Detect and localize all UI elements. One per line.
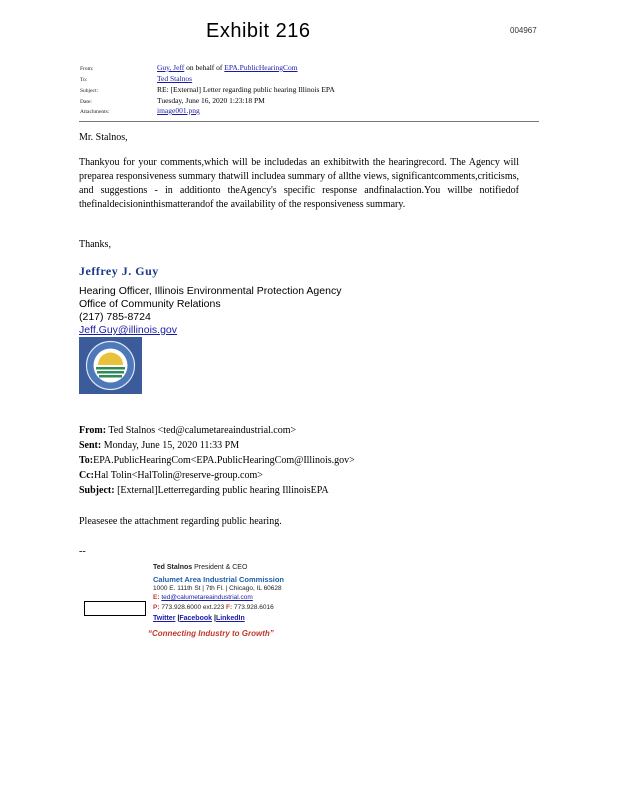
from-account-link[interactable]: EPA.PublicHearingCom	[224, 63, 298, 72]
sender-email-line	[153, 594, 253, 601]
attachments-label: Attachments:	[80, 109, 110, 115]
to-value-link[interactable]: Ted Stalnos	[157, 74, 193, 83]
signature-title: Hearing Officer, Illinois Environmental Protection Agency	[79, 285, 342, 297]
seal-icon	[79, 337, 142, 394]
date-label: Date:	[80, 99, 92, 105]
date-value: Tuesday, June 16, 2020 1:23:18 PM	[157, 96, 265, 105]
fwd-from-line	[79, 423, 296, 438]
facebook-link[interactable]: Facebook	[179, 615, 213, 622]
to-label: To:	[80, 77, 88, 83]
from-value	[157, 63, 298, 72]
sender-org: Calumet Area Industrial Commission	[153, 575, 285, 584]
sender-phone-label: P:	[153, 604, 162, 611]
sender-phone: 773.928.6000	[161, 604, 202, 611]
agency-seal-logo	[79, 337, 142, 394]
fwd-to-value: EPA.PublicHearingCom<EPA.PublicHearingCom@Illinois.gov>	[93, 455, 355, 466]
exhibit-label: Exhibit 216	[206, 20, 311, 42]
fwd-to-line	[79, 453, 355, 468]
sender-address: 1000 E. 111th St | 7th Fl. | Chicago, IL 60628	[153, 585, 282, 592]
fwd-sent-line	[79, 438, 239, 453]
fwd-sent-label: Sent:	[79, 440, 102, 451]
attachment-link[interactable]: image001.png	[157, 106, 200, 115]
signature-office: Office of Community Relations	[79, 298, 221, 310]
sender-role: President & CEO	[192, 564, 248, 571]
sender-fax-label: F:	[226, 604, 234, 611]
sender-social-links	[153, 615, 245, 622]
fwd-from-value: Ted Stalnos <ted@calumetareaindustrial.com>	[106, 425, 297, 436]
fwd-cc-label: Cc:	[79, 470, 94, 481]
signature-name: Jeffrey J. Guy	[79, 264, 159, 278]
logo-placeholder-box	[84, 601, 146, 616]
fwd-cc-line	[79, 468, 263, 483]
from-label: From:	[80, 66, 94, 72]
from-behalf-text: on behalf of	[184, 63, 225, 72]
fwd-subject-label: Subject:	[79, 485, 115, 496]
signature-phone: (217) 785-8724	[79, 311, 151, 323]
greeting: Mr. Stalnos,	[79, 132, 128, 143]
sender-email-label: E:	[153, 594, 162, 601]
sender-phone-line	[153, 604, 274, 611]
sender-email-link[interactable]: ted@calumetareaindustrial.com	[161, 594, 253, 601]
social-sep-2: |	[212, 615, 216, 622]
signature-email-link[interactable]: Jeff.Guy@illinois.gov	[79, 324, 178, 336]
subject-label: Subject:	[80, 88, 99, 94]
bates-number: 004967	[510, 26, 537, 35]
fwd-subject-line	[79, 483, 329, 498]
sender-name: Ted Stalnos	[153, 564, 193, 571]
header-divider	[79, 121, 539, 122]
fwd-body: Pleasesee the attachment regarding public hearing.	[79, 516, 282, 527]
sender-tagline: “Connecting Industry to Growth”	[148, 629, 274, 638]
subject-value: RE: [External] Letter regarding public hearing Illinois EPA	[157, 85, 335, 94]
from-name-link[interactable]: Guy, Jeff	[157, 63, 185, 72]
signature-separator: --	[79, 546, 86, 557]
sender-name-line	[153, 564, 247, 571]
social-sep-1: |	[175, 615, 180, 622]
twitter-link[interactable]: Twitter	[153, 615, 176, 622]
fwd-sent-value: Monday, June 15, 2020 11:33 PM	[101, 440, 240, 451]
sender-ext: ext.223	[201, 604, 227, 611]
linkedin-link[interactable]: LinkedIn	[215, 615, 245, 622]
fwd-cc-value: Hal Tolin<HalTolin@reserve-group.com>	[94, 470, 263, 481]
fwd-to-label: To:	[79, 455, 94, 466]
fwd-from-label: From:	[79, 425, 107, 436]
closing: Thanks,	[79, 239, 111, 250]
sender-fax: 773.928.6016	[233, 604, 274, 611]
fwd-subject-value: [External]Letterregarding public hearing IllinoisEPA	[114, 485, 329, 496]
message-body: Thankyou for your comments,which will be includedas an exhibitwith the hearingrecord. The Agency will preparea responsiveness summary thatwill includea summary of allthe views, significantcomments,criticisms, and suggestions - in additionto theAgency's specific response andfinalaction.You willbe notifiedof thefinaldecisioninthismatterandof the availability of the responsiveness summary.	[79, 157, 519, 210]
